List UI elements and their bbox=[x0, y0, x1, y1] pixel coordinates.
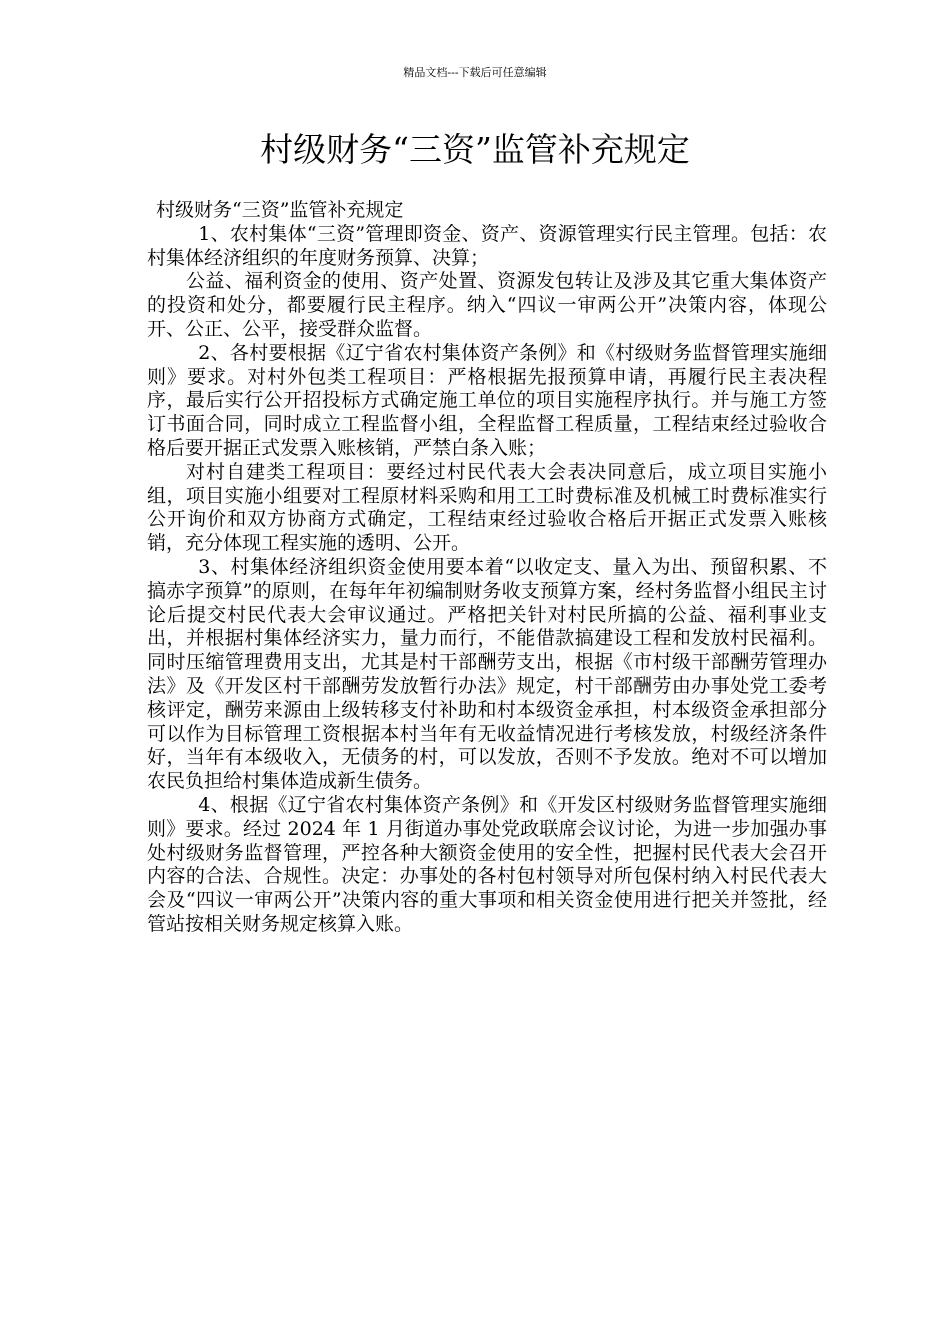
paragraph-4: 对村自建类工程项目：要经过村民代表大会表决同意后，成立项目实施小组，项目实施小组要对工程原材料采购和用工工时费标准及机械工时费标准实行公开询价和双方协商方式确定，工程结束经过验收合格后开据正式发票入账核销，充分体现工程实施的透明、公开。 bbox=[147, 460, 827, 555]
paragraph-3: 2、各村要根据《辽宁省农村集体资产条例》和《村级财务监督管理实施细则》要求。对村外包类工程项目：严格根据先报预算申请，再履行民主表决程序，最后实行公开招投标方式确定施工单位的项目实施程序执行。并与施工方签订书面合同，同时成立工程监督小组，全程监督工程质量，工程结束经过验收合格后要开据正式发票入账核销，严禁白条入账； bbox=[147, 341, 827, 459]
paragraph-6: 4、根据《辽宁省农村集体资产条例》和《开发区村级财务监督管理实施细则》要求。经过 2024 年 1 月街道办事处党政联席会议讨论，为进一步加强办事处村级财务监督管理，严控各种大额资金使用的安全性，把握村民代表大会召开内容的合法、合规性。决定：办事处的各村包村领导对所包保村纳入村民代表大会及“四议一审两公开”决策内容的重大事项和相关资金使用进行把关并签批，经管站按相关财务规定核算入账。 bbox=[147, 793, 827, 935]
document-title: 村级财务“三资”监管补充规定 bbox=[260, 130, 690, 169]
header-note: 精品文档---下载后可任意编辑 bbox=[403, 66, 547, 79]
paragraph-5: 3、村集体经济组织资金使用要本着“以收定支、量入为出、预留积累、不搞赤字预算”的原则，在每年年初编制财务收支预算方案，经村务监督小组民主讨论后提交村民代表大会审议通过。严格把关针对村民所搞的公益、福利事业支出，并根据村集体经济实力，量力而行，不能借款搞建设工程和发放村民福利。同时压缩管理费用支出，尤其是村干部酬劳支出，根据《市村级干部酬劳管理办法》及《开发区村干部酬劳发放暂行办法》规定，村干部酬劳由办事处党工委考核评定，酬劳来源由上级转移支付补助和村本级资金承担，村本级资金承担部分可以作为目标管理工资根据本村当年有无收益情况进行考核发放，村级经济条件好，当年有本级收入，无债务的村，可以发放，否则不予发放。绝对不可以增加农民负担给村集体造成新生债务。 bbox=[147, 555, 827, 793]
body-subtitle: 村级财务“三资”监管补充规定 bbox=[156, 199, 404, 221]
paragraph-1: 1、农村集体“三资”管理即资金、资产、资源管理实行民主管理。包括：农村集体经济组织的年度财务预算、决算； bbox=[147, 222, 827, 269]
paragraph-2: 公益、福利资金的使用、资产处置、资源发包转让及涉及其它重大集体资产的投资和处分，都要履行民主程序。纳入“四议一审两公开”决策内容，体现公开、公正、公平，接受群众监督。 bbox=[147, 270, 827, 340]
document-body bbox=[147, 199, 827, 937]
